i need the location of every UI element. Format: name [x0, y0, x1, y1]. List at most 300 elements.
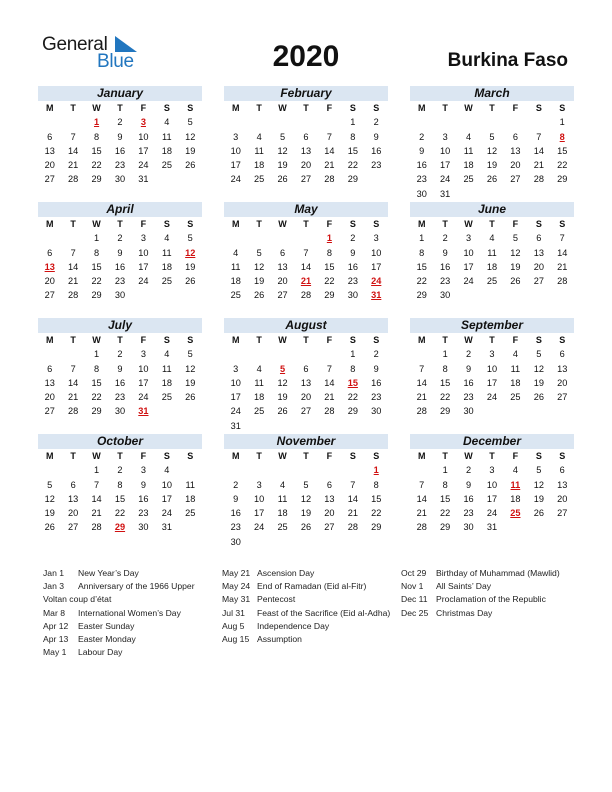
day-cell: 6	[47, 131, 53, 142]
weekday-label: W	[278, 451, 287, 461]
weekday-label: W	[278, 335, 287, 345]
week-row	[410, 362, 574, 376]
month-name: February	[224, 86, 388, 101]
day-cell	[224, 115, 247, 129]
day-cell: 4	[489, 233, 495, 244]
day-cell: 24	[138, 392, 149, 403]
day-cell: 16	[138, 493, 149, 504]
day-cell: 28	[68, 174, 79, 185]
day-cell: 9	[233, 493, 239, 504]
day-cell: 7	[419, 479, 425, 490]
day-cell: 26	[300, 522, 312, 533]
day-cell: 19	[254, 276, 265, 287]
day-cell: 8	[117, 479, 123, 490]
weekday-label: T	[442, 335, 448, 345]
day-cell: 10	[138, 131, 149, 142]
holiday-name: Labour Day	[78, 647, 123, 658]
day-cell: 31	[161, 522, 172, 533]
weekday-label: F	[512, 335, 519, 345]
day-cell: 21	[68, 160, 79, 171]
day-cell: 3	[373, 233, 379, 244]
day-cell: 5	[536, 465, 542, 476]
weekday-label: W	[278, 103, 287, 113]
weekday-label: S	[559, 219, 566, 229]
week-row	[38, 115, 202, 129]
day-cell: 12	[277, 145, 288, 156]
holiday-item	[43, 620, 195, 633]
day-cell: 14	[557, 247, 568, 258]
holiday-date: May 1	[43, 647, 67, 658]
holiday-item	[43, 607, 195, 620]
weekday-header-row	[224, 101, 388, 115]
day-cell: 20	[533, 261, 544, 272]
week-row	[410, 144, 574, 158]
day-cell: 24	[138, 276, 149, 287]
week-row	[38, 144, 202, 158]
day-cell: 7	[70, 363, 76, 374]
day-cell: 17	[440, 160, 451, 171]
day-cell	[294, 535, 317, 549]
holiday-date: Aug 15	[222, 634, 250, 645]
day-cell: 30	[463, 406, 474, 417]
day-cell	[61, 463, 84, 477]
day-cell: 15	[324, 261, 335, 272]
day-cell	[247, 115, 270, 129]
day-cell: 22	[91, 160, 102, 171]
country-name: Burkina Faso	[447, 50, 568, 71]
day-cell: 9	[465, 363, 472, 374]
holiday-item	[43, 633, 195, 646]
week-row	[410, 274, 574, 288]
day-cell: 3	[233, 131, 239, 142]
weekday-label: S	[373, 335, 380, 345]
day-cell: 21	[324, 392, 335, 403]
day-cell: 28	[416, 522, 427, 533]
day-cell	[61, 347, 84, 361]
weekday-label: S	[187, 219, 194, 229]
day-cell: 11	[162, 363, 172, 374]
day-cell: 2	[117, 349, 123, 360]
weekday-label: T	[70, 451, 76, 461]
weekday-label: F	[512, 219, 519, 229]
day-cell: 16	[416, 160, 427, 171]
day-cell: 10	[371, 247, 382, 258]
day-cell: 11	[254, 145, 264, 156]
holiday-day-cell: 31	[371, 290, 382, 301]
weekday-label: M	[45, 103, 54, 113]
day-cell	[294, 419, 317, 433]
day-cell: 5	[303, 479, 309, 490]
day-cell: 8	[326, 247, 332, 258]
day-cell: 16	[371, 145, 382, 156]
day-cell	[38, 347, 61, 361]
day-cell: 29	[347, 174, 358, 185]
holiday-date: Jan 3	[43, 581, 65, 592]
day-cell	[480, 288, 503, 302]
day-cell: 21	[68, 392, 79, 403]
day-cell: 11	[162, 131, 172, 142]
day-cell: 12	[277, 377, 288, 388]
week-row	[410, 231, 574, 245]
day-cell: 26	[510, 276, 521, 287]
week-row	[38, 463, 202, 477]
day-cell	[527, 520, 550, 534]
day-cell: 22	[91, 276, 102, 287]
day-cell: 4	[233, 247, 239, 258]
day-cell: 17	[161, 493, 172, 504]
day-cell: 25	[254, 406, 265, 417]
day-cell: 10	[230, 377, 241, 388]
holiday-name: International Women’s Day	[78, 607, 181, 618]
day-cell: 9	[117, 131, 123, 142]
weekday-label: F	[326, 103, 333, 113]
weekday-label: M	[45, 451, 54, 461]
holiday-day-cell: 29	[114, 522, 126, 533]
day-cell: 1	[559, 117, 565, 128]
day-cell	[551, 520, 574, 534]
week-row	[38, 130, 202, 144]
weekday-label: S	[559, 451, 566, 461]
month-july	[38, 318, 202, 419]
day-cell: 5	[279, 131, 286, 142]
week-row	[224, 535, 388, 549]
weekday-label: T	[442, 219, 448, 229]
day-cell: 31	[138, 174, 149, 185]
week-row	[38, 347, 202, 361]
month-march	[410, 86, 574, 201]
week-row	[224, 520, 388, 534]
day-cell	[480, 115, 503, 129]
day-cell: 5	[536, 349, 542, 360]
weekday-label: W	[278, 219, 287, 229]
holiday-date: Dec 25	[401, 607, 429, 618]
day-cell: 17	[138, 145, 149, 156]
holiday-day-cell: 11	[510, 479, 521, 490]
day-cell: 23	[440, 276, 451, 287]
day-cell: 3	[140, 233, 146, 244]
day-cell: 25	[463, 174, 474, 185]
day-cell: 27	[68, 522, 79, 533]
weekday-label: T	[442, 103, 448, 113]
holiday-day-cell: 8	[559, 131, 565, 142]
day-cell: 2	[117, 465, 123, 476]
day-cell: 18	[277, 508, 288, 519]
day-cell: 12	[533, 363, 544, 374]
day-cell	[480, 404, 503, 418]
day-cell	[504, 520, 527, 534]
weekday-label: M	[231, 219, 240, 229]
holiday-item	[43, 646, 195, 659]
day-cell: 13	[510, 145, 521, 156]
day-cell: 23	[371, 392, 382, 403]
day-cell: 6	[303, 363, 309, 374]
month-name: November	[224, 434, 388, 449]
day-cell: 4	[279, 479, 286, 490]
day-cell: 17	[486, 493, 498, 504]
day-cell: 18	[254, 160, 265, 171]
day-cell: 26	[277, 406, 288, 417]
day-cell	[410, 463, 433, 477]
week-row	[38, 158, 202, 172]
day-cell: 16	[371, 377, 382, 388]
day-cell	[318, 115, 341, 129]
holiday-item	[222, 580, 390, 593]
day-cell: 27	[557, 508, 568, 519]
day-cell: 21	[68, 276, 79, 287]
day-cell: 28	[300, 290, 312, 301]
week-row	[224, 246, 388, 260]
day-cell: 12	[510, 247, 521, 258]
week-row	[38, 274, 202, 288]
day-cell: 11	[487, 247, 497, 258]
weekday-label: F	[140, 219, 147, 229]
day-cell	[318, 419, 341, 433]
weekday-label: S	[535, 103, 542, 113]
day-cell: 28	[91, 522, 102, 533]
day-cell: 8	[93, 363, 100, 374]
day-cell: 23	[114, 160, 126, 171]
day-cell: 16	[230, 508, 241, 519]
day-cell: 2	[442, 233, 448, 244]
day-cell: 18	[161, 377, 172, 388]
month-january	[38, 86, 202, 187]
day-cell: 16	[114, 261, 126, 272]
holiday-name: Anniversary of the 1966 Upper	[78, 581, 195, 592]
day-cell: 12	[185, 363, 196, 374]
day-cell: 10	[138, 247, 149, 258]
holiday-item	[401, 580, 560, 593]
day-cell: 9	[140, 479, 146, 490]
day-cell: 30	[371, 406, 382, 417]
weekday-label: T	[489, 219, 495, 229]
holiday-column	[43, 567, 195, 659]
day-cell: 19	[486, 160, 498, 171]
weekday-label: T	[489, 451, 495, 461]
day-cell	[155, 404, 178, 418]
holiday-day-cell: 5	[279, 363, 286, 374]
day-cell: 19	[185, 145, 196, 156]
weekday-header-row	[38, 449, 202, 463]
holiday-name: Independence Day	[257, 620, 330, 631]
holiday-day-cell: 12	[185, 247, 196, 258]
day-cell: 1	[442, 465, 448, 476]
day-cell: 6	[47, 247, 53, 258]
day-cell: 18	[230, 276, 241, 287]
day-cell	[294, 231, 317, 245]
month-name: March	[410, 86, 574, 101]
day-cell: 21	[416, 508, 427, 519]
day-cell: 16	[440, 261, 451, 272]
day-cell	[480, 187, 503, 201]
day-cell: 24	[138, 160, 149, 171]
holiday-date: May 31	[222, 594, 251, 605]
day-cell: 6	[559, 349, 565, 360]
day-cell: 1	[350, 117, 356, 128]
day-cell: 27	[324, 522, 335, 533]
day-cell: 18	[185, 493, 196, 504]
holiday-name: Christmas Day	[436, 607, 493, 618]
day-cell	[365, 419, 388, 433]
day-cell: 23	[230, 522, 241, 533]
day-cell: 20	[300, 160, 312, 171]
weekday-label: M	[231, 451, 240, 461]
day-cell: 9	[117, 363, 123, 374]
day-cell: 23	[416, 174, 427, 185]
day-cell	[224, 463, 247, 477]
week-row	[410, 187, 574, 201]
day-cell: 21	[557, 261, 568, 272]
day-cell	[179, 288, 202, 302]
day-cell	[179, 463, 202, 477]
week-row	[410, 115, 574, 129]
week-row	[38, 288, 202, 302]
holiday-date: Mar 8	[43, 607, 65, 618]
day-cell: 30	[114, 290, 126, 301]
week-row	[224, 419, 388, 433]
day-cell: 21	[91, 508, 102, 519]
day-cell: 23	[114, 276, 126, 287]
day-cell	[551, 187, 574, 201]
logo-text-blue: Blue	[97, 51, 134, 72]
day-cell: 11	[254, 377, 264, 388]
day-cell: 12	[533, 479, 544, 490]
weekday-label: F	[140, 103, 147, 113]
day-cell: 23	[463, 508, 474, 519]
day-cell: 20	[68, 508, 79, 519]
day-cell: 10	[440, 145, 451, 156]
day-cell	[294, 463, 317, 477]
day-cell: 25	[185, 508, 196, 519]
weekday-label: M	[417, 451, 426, 461]
day-cell: 15	[91, 377, 102, 388]
day-cell: 20	[44, 160, 55, 171]
day-cell	[132, 288, 155, 302]
week-row	[410, 506, 574, 520]
week-row	[38, 520, 202, 534]
day-cell: 18	[254, 392, 265, 403]
day-cell: 6	[70, 479, 76, 490]
month-name: October	[38, 434, 202, 449]
day-cell: 13	[277, 261, 288, 272]
weekday-label: T	[117, 103, 123, 113]
month-september	[410, 318, 574, 419]
week-row	[38, 478, 202, 492]
day-cell: 24	[230, 174, 241, 185]
day-cell	[247, 419, 270, 433]
day-cell	[457, 288, 480, 302]
week-row	[38, 492, 202, 506]
week-row	[224, 404, 388, 418]
day-cell: 7	[70, 247, 76, 258]
day-cell: 2	[117, 233, 123, 244]
day-cell: 27	[300, 406, 312, 417]
day-cell: 14	[68, 145, 79, 156]
day-cell: 29	[371, 522, 382, 533]
weekday-label: F	[140, 451, 147, 461]
week-row	[224, 172, 388, 186]
day-cell: 4	[164, 233, 170, 244]
week-row	[410, 492, 574, 506]
week-row	[410, 390, 574, 404]
weekday-label: S	[559, 335, 566, 345]
month-may	[224, 202, 388, 303]
day-cell: 31	[486, 522, 498, 533]
weekday-label: M	[45, 335, 54, 345]
weekday-header-row	[410, 101, 574, 115]
day-cell: 20	[300, 392, 312, 403]
day-cell: 1	[93, 465, 100, 476]
day-cell: 20	[557, 377, 568, 388]
day-cell: 30	[114, 174, 126, 185]
day-cell: 11	[277, 493, 288, 504]
day-cell	[271, 115, 294, 129]
day-cell: 15	[371, 493, 382, 504]
day-cell: 30	[114, 406, 126, 417]
day-cell	[410, 115, 433, 129]
day-cell: 14	[416, 377, 427, 388]
day-cell: 29	[416, 290, 427, 301]
weekday-label: S	[163, 335, 170, 345]
week-row	[38, 231, 202, 245]
day-cell: 14	[68, 377, 79, 388]
weekday-label: S	[163, 103, 170, 113]
day-cell: 17	[138, 377, 149, 388]
day-cell: 16	[463, 377, 474, 388]
week-row	[224, 115, 388, 129]
page-title-year: 2020	[272, 40, 340, 73]
day-cell: 27	[44, 290, 55, 301]
weekday-label: W	[92, 219, 101, 229]
day-cell	[527, 115, 550, 129]
day-cell: 16	[463, 493, 474, 504]
day-cell	[365, 172, 388, 186]
day-cell: 27	[44, 406, 55, 417]
day-cell: 9	[373, 131, 379, 142]
day-cell: 6	[47, 363, 53, 374]
weekday-header-row	[38, 101, 202, 115]
holiday-date: Aug 5	[222, 620, 245, 631]
day-cell: 21	[324, 160, 335, 171]
day-cell: 23	[371, 160, 382, 171]
month-november	[224, 434, 388, 549]
day-cell: 2	[373, 349, 379, 360]
day-cell: 6	[303, 131, 309, 142]
day-cell: 14	[533, 145, 544, 156]
holiday-day-cell: 1	[93, 117, 100, 128]
day-cell: 26	[185, 276, 196, 287]
day-cell: 18	[510, 377, 521, 388]
day-cell: 3	[233, 363, 239, 374]
day-cell: 20	[44, 392, 55, 403]
day-cell: 11	[185, 479, 196, 490]
day-cell: 22	[347, 160, 358, 171]
day-cell	[294, 115, 317, 129]
day-cell: 12	[185, 131, 196, 142]
month-name: July	[38, 318, 202, 333]
holiday-day-cell: 1	[373, 465, 379, 476]
day-cell: 8	[373, 479, 379, 490]
day-cell: 22	[347, 392, 358, 403]
day-cell: 7	[419, 363, 425, 374]
week-row	[224, 158, 388, 172]
weekday-label: T	[256, 219, 262, 229]
day-cell	[527, 288, 550, 302]
holiday-date: Apr 12	[43, 620, 69, 631]
day-cell: 7	[326, 131, 332, 142]
day-cell: 30	[463, 522, 474, 533]
day-cell: 24	[486, 508, 498, 519]
day-cell: 30	[230, 536, 241, 547]
